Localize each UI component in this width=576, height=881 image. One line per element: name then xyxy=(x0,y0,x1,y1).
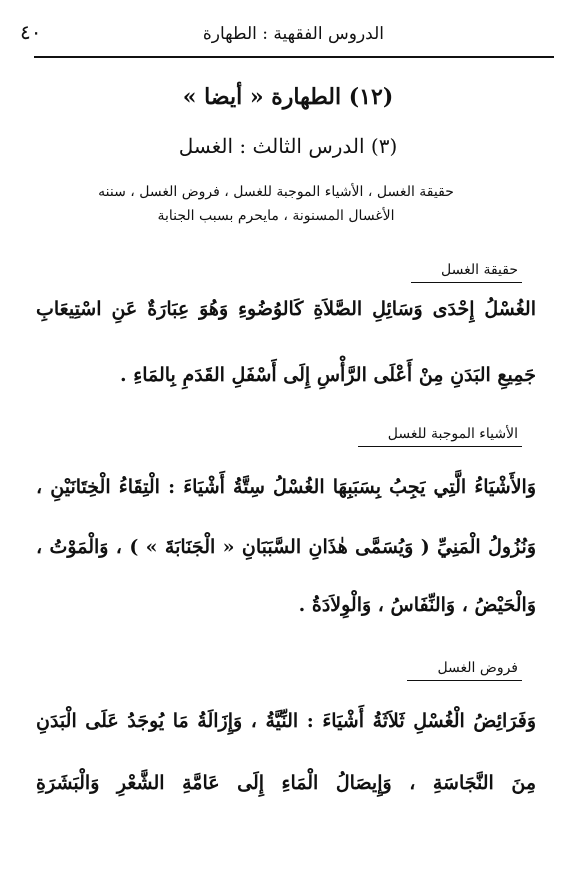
chapter-title: (١٢) الطهارة « أيضا » xyxy=(182,84,394,110)
section-heading-text: الأشياء الموجبة للغسل xyxy=(387,426,518,442)
body-line: جَمِيعِ البَدَنِ مِنْ أَعْلَى الرَّأْسِ إِلَى أَسْفَلِ القَدَمِ بِالمَاءِ . xyxy=(120,364,536,386)
section-heading xyxy=(388,426,518,445)
lesson-title: (٣) الدرس الثالث : الغسل xyxy=(178,134,398,158)
lesson-summary xyxy=(16,180,536,228)
section-heading xyxy=(441,262,518,281)
body-line: الغُسْلُ إِحْدَى وَسَائِلِ الصَّلاَةِ كَالوُضُوءِ وَهُوَ عِبَارَةٌ عَنِ اسْتِيعَابِ xyxy=(36,298,536,320)
body-line: وَالأَشْيَاءُ الَّتِي يَجِبُ بِسَبَبِهَا الغُسْلُ سِتَّةُ أَشْيَاءَ : الْتِقَاءُ الْخِتَانَيْنِ ، xyxy=(36,476,536,498)
section-heading xyxy=(437,660,518,679)
running-title: الدروس الفقهية : الطهارة xyxy=(202,24,384,44)
section-heading-text: فروض الغسل xyxy=(437,660,518,676)
heading-underline xyxy=(358,446,522,447)
body-line: مِنَ النَّجَاسَةِ ، وَإِيصَالُ الْمَاءِ إِلَى عَامَّةِ الشَّعْرِ وَالْبَشَرَةِ xyxy=(36,772,536,794)
heading-underline xyxy=(411,282,522,283)
heading-underline xyxy=(407,680,522,681)
body-line: وَنُزُولُ الْمَنِيِّ ( وَيُسَمَّى هٰذَانِ السَّبَبَانِ « الْجَنَابَةَ » ) ، وَالْمَوْتُ ، xyxy=(36,536,536,558)
section-heading-text: حقيقة الغسل xyxy=(441,262,518,278)
body-line: وَفَرَائِضُ الْغُسْلِ ثَلاَثَةُ أَشْيَاءَ : النِّيَّةُ ، وَإِزَالَةُ مَا يُوجَدُ عَلَى الْبَدَنِ xyxy=(36,710,536,732)
summary-line: حقيقة الغسل ، الأشياء الموجبة للغسل ، فروض الغسل ، سننه xyxy=(98,184,454,200)
running-header xyxy=(20,14,554,54)
body-line: وَالْحَيْضُ ، وَالنِّفَاسُ ، وَالْوِلاَدَةُ . xyxy=(298,594,536,616)
page-number: ٤٠ xyxy=(20,20,42,44)
summary-line: الأغسال المسنونة ، مايحرم بسبب الجنابة xyxy=(157,208,395,224)
header-rule xyxy=(34,56,554,58)
